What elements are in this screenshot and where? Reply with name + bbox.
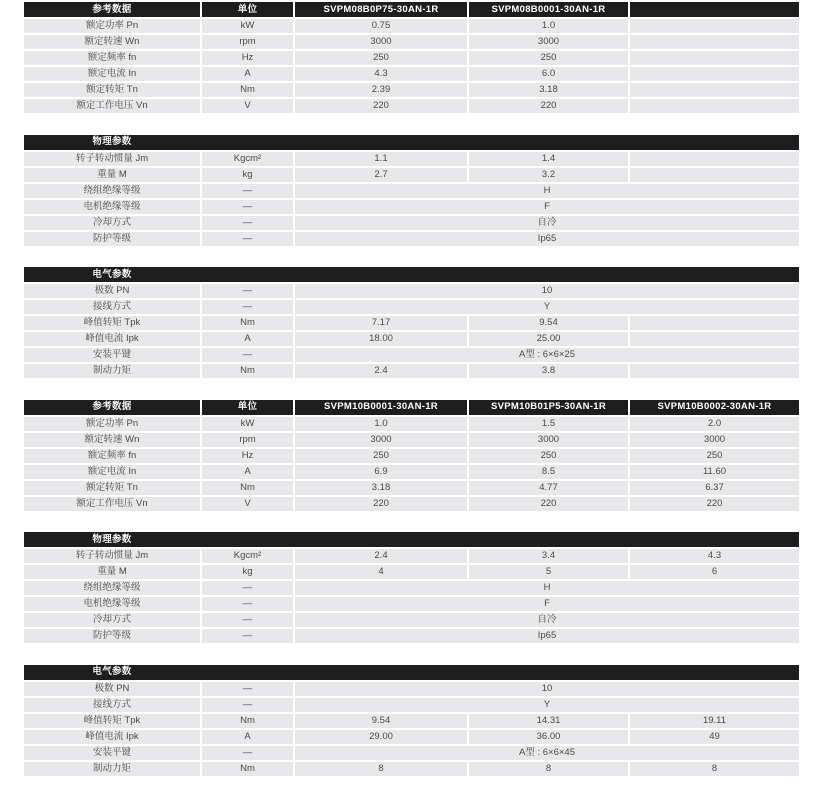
- section-header-bar: [24, 267, 799, 282]
- table-row: [24, 549, 799, 563]
- section-title: 电气参数: [92, 268, 132, 280]
- empty-value-cell: [630, 83, 799, 97]
- spec-sheet: [24, 2, 799, 797]
- unit-cell: Nm: [202, 481, 293, 495]
- merged-value-cell: Ip65: [295, 232, 799, 246]
- unit-cell: rpm: [202, 433, 293, 447]
- section-header-bar: [24, 532, 799, 547]
- merged-value-cell: H: [295, 581, 799, 595]
- value-cell: 3.18: [469, 83, 628, 97]
- value-cell: 4: [295, 565, 467, 579]
- table-row: [24, 348, 799, 362]
- spec-table-svpm10-electrical: [24, 665, 799, 776]
- value-cell: 220: [295, 99, 467, 113]
- unit-cell: —: [202, 746, 293, 760]
- unit-cell: —: [202, 300, 293, 314]
- value-cell: 3.8: [469, 364, 628, 378]
- table-header-row: [24, 267, 799, 282]
- row-label: 额定电流 In: [24, 465, 200, 479]
- merged-value-cell: 自冷: [295, 613, 799, 627]
- table-row: [24, 714, 799, 728]
- merged-value-cell: Ip65: [295, 629, 799, 643]
- table-row: [24, 364, 799, 378]
- row-label: 电机绝缘等级: [24, 597, 200, 611]
- unit-cell: —: [202, 682, 293, 696]
- table-row: [24, 762, 799, 776]
- value-cell: 3000: [469, 433, 628, 447]
- unit-cell: Kgcm²: [202, 549, 293, 563]
- table-row: [24, 168, 799, 182]
- table-header-row: [24, 532, 799, 547]
- merged-value-cell: 10: [295, 284, 799, 298]
- empty-value-cell: [630, 67, 799, 81]
- row-label: 额定频率 fn: [24, 51, 200, 65]
- row-label: 接线方式: [24, 698, 200, 712]
- spec-table-svpm10-reference: [24, 400, 799, 511]
- value-cell: 9.54: [295, 714, 467, 728]
- spec-table-svpm08-electrical: [24, 267, 799, 378]
- table-row: [24, 83, 799, 97]
- unit-cell: Hz: [202, 51, 293, 65]
- value-cell: 19.11: [630, 714, 799, 728]
- value-cell: 25.00: [469, 332, 628, 346]
- section-header-bar: [24, 135, 799, 150]
- model-column-header: SVPM10B01P5-30AN-1R: [469, 400, 628, 415]
- table-row: [24, 316, 799, 330]
- table-row: [24, 465, 799, 479]
- value-cell: 9.54: [469, 316, 628, 330]
- row-label: 峰值电流 Ipk: [24, 332, 200, 346]
- empty-value-cell: [630, 168, 799, 182]
- table-row: [24, 581, 799, 595]
- value-cell: 250: [469, 449, 628, 463]
- table-row: [24, 184, 799, 198]
- unit-cell: A: [202, 67, 293, 81]
- row-label: 峰值转矩 Tpk: [24, 714, 200, 728]
- row-label: 重量 M: [24, 168, 200, 182]
- merged-value-cell: Y: [295, 698, 799, 712]
- table-row: [24, 35, 799, 49]
- row-label: 极数 PN: [24, 284, 200, 298]
- merged-value-cell: Y: [295, 300, 799, 314]
- unit-cell: —: [202, 348, 293, 362]
- value-cell: 7.17: [295, 316, 467, 330]
- value-cell: 49: [630, 730, 799, 744]
- unit-cell: —: [202, 597, 293, 611]
- table-row: [24, 200, 799, 214]
- unit-cell: Nm: [202, 762, 293, 776]
- table-row: [24, 67, 799, 81]
- table-row: [24, 629, 799, 643]
- empty-value-cell: [630, 364, 799, 378]
- row-label: 转子转动惯量 Jm: [24, 549, 200, 563]
- merged-value-cell: H: [295, 184, 799, 198]
- value-cell: 220: [469, 497, 628, 511]
- table-row: [24, 730, 799, 744]
- value-cell: 6.9: [295, 465, 467, 479]
- unit-cell: rpm: [202, 35, 293, 49]
- value-cell: 1.1: [295, 152, 467, 166]
- value-cell: 18.00: [295, 332, 467, 346]
- unit-cell: —: [202, 698, 293, 712]
- value-cell: 250: [630, 449, 799, 463]
- value-cell: 3.4: [469, 549, 628, 563]
- value-cell: 6.37: [630, 481, 799, 495]
- unit-cell: —: [202, 232, 293, 246]
- value-cell: 2.39: [295, 83, 467, 97]
- value-cell: 1.5: [469, 417, 628, 431]
- row-group-header: 参考数据: [24, 400, 200, 415]
- unit-cell: Hz: [202, 449, 293, 463]
- table-row: [24, 613, 799, 627]
- value-cell: 4.3: [630, 549, 799, 563]
- table-row: [24, 433, 799, 447]
- table-row: [24, 481, 799, 495]
- value-cell: 2.4: [295, 549, 467, 563]
- value-cell: 250: [295, 51, 467, 65]
- value-cell: 14.31: [469, 714, 628, 728]
- table-row: [24, 284, 799, 298]
- model-column-header: SVPM08B0P75-30AN-1R: [295, 2, 467, 17]
- empty-value-cell: [630, 35, 799, 49]
- row-label: 极数 PN: [24, 682, 200, 696]
- table-row: [24, 417, 799, 431]
- value-cell: 2.4: [295, 364, 467, 378]
- merged-value-cell: A型 : 6×6×25: [295, 348, 799, 362]
- unit-cell: —: [202, 629, 293, 643]
- value-cell: 0.75: [295, 19, 467, 33]
- table-row: [24, 497, 799, 511]
- row-label: 防护等级: [24, 232, 200, 246]
- unit-cell: kg: [202, 168, 293, 182]
- unit-cell: Nm: [202, 714, 293, 728]
- section-title: 物理参数: [92, 533, 132, 545]
- table-row: [24, 746, 799, 760]
- row-label: 绕组绝缘等级: [24, 581, 200, 595]
- value-cell: 3000: [295, 433, 467, 447]
- value-cell: 8: [295, 762, 467, 776]
- unit-cell: —: [202, 200, 293, 214]
- value-cell: 3.2: [469, 168, 628, 182]
- value-cell: 220: [295, 497, 467, 511]
- unit-cell: —: [202, 184, 293, 198]
- row-label: 接线方式: [24, 300, 200, 314]
- row-group-header: 参考数据: [24, 2, 200, 17]
- row-label: 防护等级: [24, 629, 200, 643]
- value-cell: 6.0: [469, 67, 628, 81]
- spec-table-svpm08-physical: [24, 135, 799, 246]
- merged-value-cell: 10: [295, 682, 799, 696]
- table-row: [24, 597, 799, 611]
- unit-cell: kg: [202, 565, 293, 579]
- value-cell: 29.00: [295, 730, 467, 744]
- row-label: 峰值转矩 Tpk: [24, 316, 200, 330]
- table-row: [24, 51, 799, 65]
- table-row: [24, 300, 799, 314]
- row-label: 额定转速 Wn: [24, 35, 200, 49]
- value-cell: 36.00: [469, 730, 628, 744]
- model-column-header: SVPM08B0001-30AN-1R: [469, 2, 628, 17]
- unit-cell: A: [202, 465, 293, 479]
- row-label: 额定工作电压 Vn: [24, 99, 200, 113]
- value-cell: 6: [630, 565, 799, 579]
- value-cell: 250: [469, 51, 628, 65]
- row-label: 额定转矩 Tn: [24, 481, 200, 495]
- value-cell: 250: [295, 449, 467, 463]
- empty-value-cell: [630, 152, 799, 166]
- table-row: [24, 682, 799, 696]
- value-cell: 3000: [469, 35, 628, 49]
- row-label: 额定转矩 Tn: [24, 83, 200, 97]
- value-cell: 11.60: [630, 465, 799, 479]
- section-header-bar: [24, 665, 799, 680]
- model-column-header: SVPM10B0001-30AN-1R: [295, 400, 467, 415]
- unit-column-header: 单位: [202, 2, 293, 17]
- row-label: 冷却方式: [24, 613, 200, 627]
- table-row: [24, 565, 799, 579]
- table-header-row: [24, 2, 799, 17]
- unit-cell: V: [202, 99, 293, 113]
- unit-cell: Nm: [202, 316, 293, 330]
- value-cell: 8.5: [469, 465, 628, 479]
- value-cell: 3000: [295, 35, 467, 49]
- empty-value-cell: [630, 332, 799, 346]
- unit-cell: Kgcm²: [202, 152, 293, 166]
- row-label: 制动力矩: [24, 762, 200, 776]
- unit-cell: kW: [202, 417, 293, 431]
- row-label: 重量 M: [24, 565, 200, 579]
- value-cell: 8: [469, 762, 628, 776]
- row-label: 额定功率 Pn: [24, 417, 200, 431]
- row-label: 冷却方式: [24, 216, 200, 230]
- value-cell: 4.77: [469, 481, 628, 495]
- value-cell: 4.3: [295, 67, 467, 81]
- table-row: [24, 449, 799, 463]
- table-header-row: [24, 400, 799, 415]
- unit-cell: V: [202, 497, 293, 511]
- value-cell: 3000: [630, 433, 799, 447]
- unit-cell: Nm: [202, 364, 293, 378]
- merged-value-cell: A型 : 6×6×45: [295, 746, 799, 760]
- row-label: 安装平键: [24, 348, 200, 362]
- row-label: 安装平键: [24, 746, 200, 760]
- spec-table-svpm08-reference: [24, 2, 799, 113]
- row-label: 峰值电流 Ipk: [24, 730, 200, 744]
- spec-table-svpm10-physical: [24, 532, 799, 643]
- table-row: [24, 216, 799, 230]
- value-cell: 220: [630, 497, 799, 511]
- unit-cell: A: [202, 730, 293, 744]
- value-cell: 5: [469, 565, 628, 579]
- section-title: 电气参数: [92, 666, 132, 678]
- table-row: [24, 698, 799, 712]
- row-label: 电机绝缘等级: [24, 200, 200, 214]
- value-cell: 2.7: [295, 168, 467, 182]
- empty-value-cell: [630, 51, 799, 65]
- unit-cell: —: [202, 581, 293, 595]
- table-row: [24, 99, 799, 113]
- unit-cell: A: [202, 332, 293, 346]
- section-title: 物理参数: [92, 136, 132, 148]
- unit-cell: —: [202, 216, 293, 230]
- value-cell: 1.0: [295, 417, 467, 431]
- value-cell: 3.18: [295, 481, 467, 495]
- value-cell: 2.0: [630, 417, 799, 431]
- row-label: 制动力矩: [24, 364, 200, 378]
- table-row: [24, 332, 799, 346]
- row-label: 额定功率 Pn: [24, 19, 200, 33]
- unit-cell: —: [202, 613, 293, 627]
- row-label: 额定工作电压 Vn: [24, 497, 200, 511]
- value-cell: 8: [630, 762, 799, 776]
- model-column-header: SVPM10B0002-30AN-1R: [630, 400, 799, 415]
- table-row: [24, 152, 799, 166]
- value-cell: 1.4: [469, 152, 628, 166]
- row-label: 额定频率 fn: [24, 449, 200, 463]
- table-header-row: [24, 135, 799, 150]
- table-row: [24, 232, 799, 246]
- row-label: 额定转速 Wn: [24, 433, 200, 447]
- empty-value-cell: [630, 19, 799, 33]
- merged-value-cell: F: [295, 597, 799, 611]
- row-label: 转子转动惯量 Jm: [24, 152, 200, 166]
- empty-value-cell: [630, 99, 799, 113]
- merged-value-cell: 自冷: [295, 216, 799, 230]
- empty-value-cell: [630, 316, 799, 330]
- row-label: 绕组绝缘等级: [24, 184, 200, 198]
- unit-column-header: 单位: [202, 400, 293, 415]
- value-cell: 220: [469, 99, 628, 113]
- unit-cell: —: [202, 284, 293, 298]
- table-row: [24, 19, 799, 33]
- empty-header-cell: [630, 2, 799, 17]
- row-label: 额定电流 In: [24, 67, 200, 81]
- merged-value-cell: F: [295, 200, 799, 214]
- table-header-row: [24, 665, 799, 680]
- value-cell: 1.0: [469, 19, 628, 33]
- unit-cell: Nm: [202, 83, 293, 97]
- unit-cell: kW: [202, 19, 293, 33]
